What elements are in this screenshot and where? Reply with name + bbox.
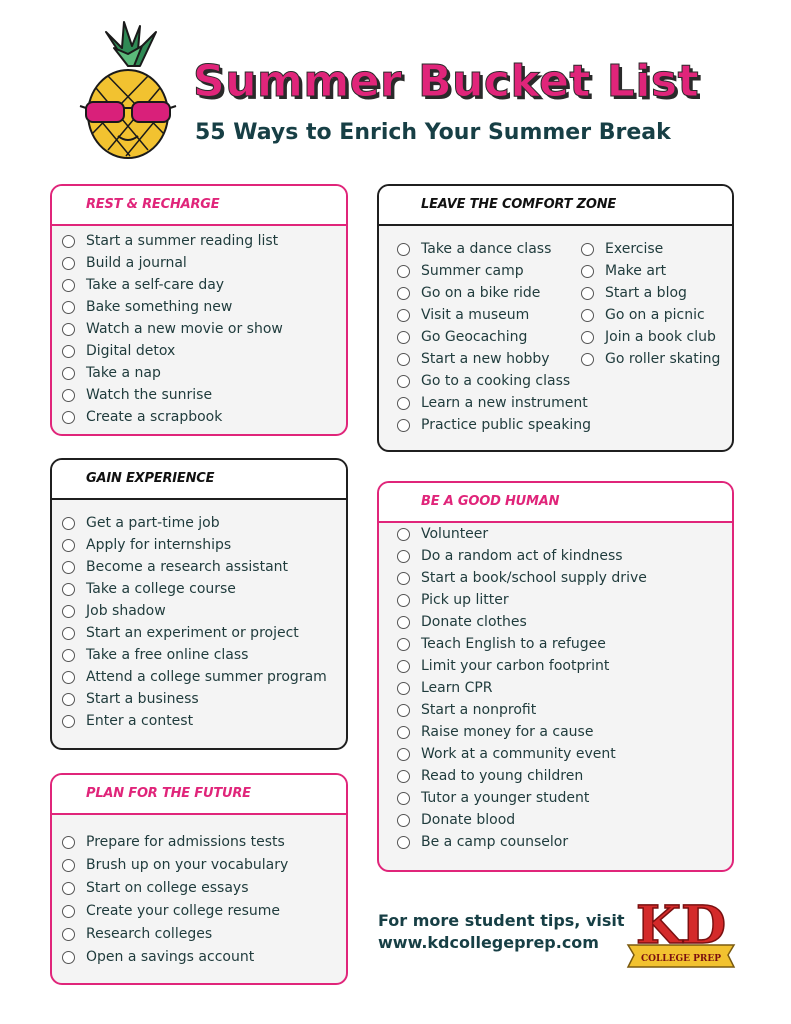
checkbox-circle[interactable]: [397, 594, 410, 607]
section-title: REST & RECHARGE: [86, 197, 220, 212]
checkbox-circle[interactable]: [62, 235, 75, 248]
list-item[interactable]: Brush up on your vocabulary: [62, 854, 288, 877]
section-header: [379, 186, 732, 226]
list-item[interactable]: Exercise: [581, 238, 720, 260]
checkbox-circle[interactable]: [397, 375, 410, 388]
checkbox-circle[interactable]: [62, 345, 75, 358]
list-item[interactable]: Attend a college summer program: [62, 666, 327, 688]
gain-experience-section: [50, 458, 348, 750]
section-title: PLAN FOR THE FUTURE: [86, 786, 251, 801]
checkbox-circle[interactable]: [397, 638, 410, 651]
checkbox-circle[interactable]: [397, 704, 410, 717]
page-title: Summer Bucket List: [193, 56, 700, 107]
list-item[interactable]: Start a blog: [581, 282, 720, 304]
list-item[interactable]: Go on a picnic: [581, 304, 720, 326]
list-item[interactable]: Research colleges: [62, 923, 288, 946]
list-item[interactable]: Start an experiment or project: [62, 622, 327, 644]
list-item[interactable]: Visit a museum: [397, 304, 591, 326]
checkbox-circle[interactable]: [397, 572, 410, 585]
rest-list: [62, 230, 283, 428]
checkbox-circle[interactable]: [397, 309, 410, 322]
list-item[interactable]: Start a summer reading list: [62, 230, 283, 252]
list-item[interactable]: Watch a new movie or show: [62, 318, 283, 340]
list-item[interactable]: Start a book/school supply drive: [397, 567, 647, 589]
pineapple-illustration: [78, 18, 178, 160]
future-list: [62, 831, 288, 969]
list-item[interactable]: Bake something new: [62, 296, 283, 318]
checkbox-circle[interactable]: [397, 550, 410, 563]
checkbox-circle[interactable]: [397, 265, 410, 278]
list-item[interactable]: Build a journal: [62, 252, 283, 274]
list-item[interactable]: Learn a new instrument: [397, 392, 591, 414]
checkbox-circle[interactable]: [397, 419, 410, 432]
list-item[interactable]: Take a dance class: [397, 238, 591, 260]
checkbox-circle[interactable]: [397, 331, 410, 344]
checkbox-circle[interactable]: [581, 265, 594, 278]
checkbox-circle[interactable]: [62, 561, 75, 574]
checkbox-circle[interactable]: [62, 836, 75, 849]
list-item[interactable]: Go to a cooking class: [397, 370, 591, 392]
footer-line: For more student tips, visit: [378, 911, 625, 930]
list-item[interactable]: Start a new hobby: [397, 348, 591, 370]
checkbox-circle[interactable]: [397, 682, 410, 695]
checkbox-circle[interactable]: [62, 905, 75, 918]
list-item[interactable]: Take a nap: [62, 362, 283, 384]
checkbox-circle[interactable]: [62, 323, 75, 336]
checkbox-circle[interactable]: [62, 928, 75, 941]
checkbox-circle[interactable]: [62, 257, 75, 270]
checkbox-circle[interactable]: [397, 528, 410, 541]
rest-recharge-section: [50, 184, 348, 436]
checkbox-circle[interactable]: [62, 882, 75, 895]
kd-college-prep-logo: [622, 893, 740, 973]
list-item[interactable]: Learn CPR: [397, 677, 647, 699]
list-item[interactable]: Do a random act of kindness: [397, 545, 647, 567]
checkbox-circle[interactable]: [581, 331, 594, 344]
list-item[interactable]: Read to young children: [397, 765, 647, 787]
list-item[interactable]: Prepare for admissions tests: [62, 831, 288, 854]
checkbox-circle[interactable]: [397, 748, 410, 761]
section-header: [52, 460, 346, 500]
checkbox-circle[interactable]: [62, 583, 75, 596]
checkbox-circle[interactable]: [62, 539, 75, 552]
section-header: [52, 775, 346, 815]
checkbox-circle[interactable]: [62, 279, 75, 292]
list-item[interactable]: Start on college essays: [62, 877, 288, 900]
logo-banner-text: COLLEGE PREP: [640, 954, 722, 964]
list-item[interactable]: Practice public speaking: [397, 414, 591, 436]
comfort-zone-section: [377, 184, 734, 452]
checkbox-circle[interactable]: [581, 243, 594, 256]
checkbox-circle[interactable]: [397, 353, 410, 366]
list-item[interactable]: Take a self-care day: [62, 274, 283, 296]
experience-list: [62, 512, 327, 732]
checkbox-circle[interactable]: [397, 243, 410, 256]
plan-future-section: [50, 773, 348, 985]
checkbox-circle[interactable]: [62, 859, 75, 872]
list-item[interactable]: Tutor a younger student: [397, 787, 647, 809]
checkbox-circle[interactable]: [397, 616, 410, 629]
comfort-list-col2: [581, 238, 720, 370]
list-item[interactable]: Create your college resume: [62, 900, 288, 923]
checkbox-circle[interactable]: [581, 287, 594, 300]
good-human-section: [377, 481, 734, 872]
list-item[interactable]: Digital detox: [62, 340, 283, 362]
list-item[interactable]: Create a scrapbook: [62, 406, 283, 428]
checkbox-circle[interactable]: [62, 389, 75, 402]
checkbox-circle[interactable]: [62, 605, 75, 618]
checkbox-circle[interactable]: [62, 301, 75, 314]
checkbox-circle[interactable]: [581, 309, 594, 322]
list-item[interactable]: Go roller skating: [581, 348, 720, 370]
checkbox-circle[interactable]: [62, 715, 75, 728]
page-subtitle: 55 Ways to Enrich Your Summer Break: [195, 120, 671, 145]
checkbox-circle[interactable]: [62, 951, 75, 964]
checkbox-circle[interactable]: [397, 792, 410, 805]
section-header: [379, 483, 732, 523]
list-item[interactable]: Take a free online class: [62, 644, 327, 666]
list-item[interactable]: Watch the sunrise: [62, 384, 283, 406]
list-item[interactable]: Donate clothes: [397, 611, 647, 633]
list-item[interactable]: Limit your carbon footprint: [397, 655, 647, 677]
checkbox-circle[interactable]: [397, 770, 410, 783]
list-item[interactable]: Start a nonprofit: [397, 699, 647, 721]
section-header: [52, 186, 346, 226]
list-item[interactable]: Make art: [581, 260, 720, 282]
list-item[interactable]: Open a savings account: [62, 946, 288, 969]
list-item[interactable]: Get a part-time job: [62, 512, 327, 534]
checkbox-circle[interactable]: [397, 287, 410, 300]
list-item[interactable]: Go on a bike ride: [397, 282, 591, 304]
comfort-list-col1: [397, 238, 591, 436]
checkbox-circle[interactable]: [62, 411, 75, 424]
section-title: GAIN EXPERIENCE: [86, 471, 215, 486]
footer-link[interactable]: www.kdcollegeprep.com: [378, 933, 599, 952]
checkbox-circle[interactable]: [397, 836, 410, 849]
list-item[interactable]: Pick up litter: [397, 589, 647, 611]
list-item[interactable]: Summer camp: [397, 260, 591, 282]
list-item[interactable]: Work at a community event: [397, 743, 647, 765]
list-item[interactable]: Raise money for a cause: [397, 721, 647, 743]
list-item[interactable]: Apply for internships: [62, 534, 327, 556]
checkbox-circle[interactable]: [62, 671, 75, 684]
checkbox-circle[interactable]: [62, 693, 75, 706]
section-title: LEAVE THE COMFORT ZONE: [421, 197, 617, 212]
checkbox-circle[interactable]: [397, 397, 410, 410]
footer-text: [378, 910, 625, 954]
list-item[interactable]: Teach English to a refugee: [397, 633, 647, 655]
list-item[interactable]: Be a camp counselor: [397, 831, 647, 853]
checkbox-circle[interactable]: [397, 660, 410, 673]
list-item[interactable]: Go Geocaching: [397, 326, 591, 348]
checkbox-circle[interactable]: [581, 353, 594, 366]
list-item[interactable]: Take a college course: [62, 578, 327, 600]
list-item[interactable]: Start a business: [62, 688, 327, 710]
list-item[interactable]: Join a book club: [581, 326, 720, 348]
human-list: [397, 523, 647, 853]
checkbox-circle[interactable]: [62, 367, 75, 380]
list-item[interactable]: Enter a contest: [62, 710, 327, 732]
list-item[interactable]: Become a research assistant: [62, 556, 327, 578]
section-title: BE A GOOD HUMAN: [421, 494, 560, 509]
checkbox-circle[interactable]: [397, 726, 410, 739]
checkbox-circle[interactable]: [397, 814, 410, 827]
checkbox-circle[interactable]: [62, 517, 75, 530]
list-item[interactable]: Job shadow: [62, 600, 327, 622]
checkbox-circle[interactable]: [62, 649, 75, 662]
checkbox-circle[interactable]: [62, 627, 75, 640]
logo-letters: KD: [635, 895, 727, 956]
list-item[interactable]: Volunteer: [397, 523, 647, 545]
list-item[interactable]: Donate blood: [397, 809, 647, 831]
